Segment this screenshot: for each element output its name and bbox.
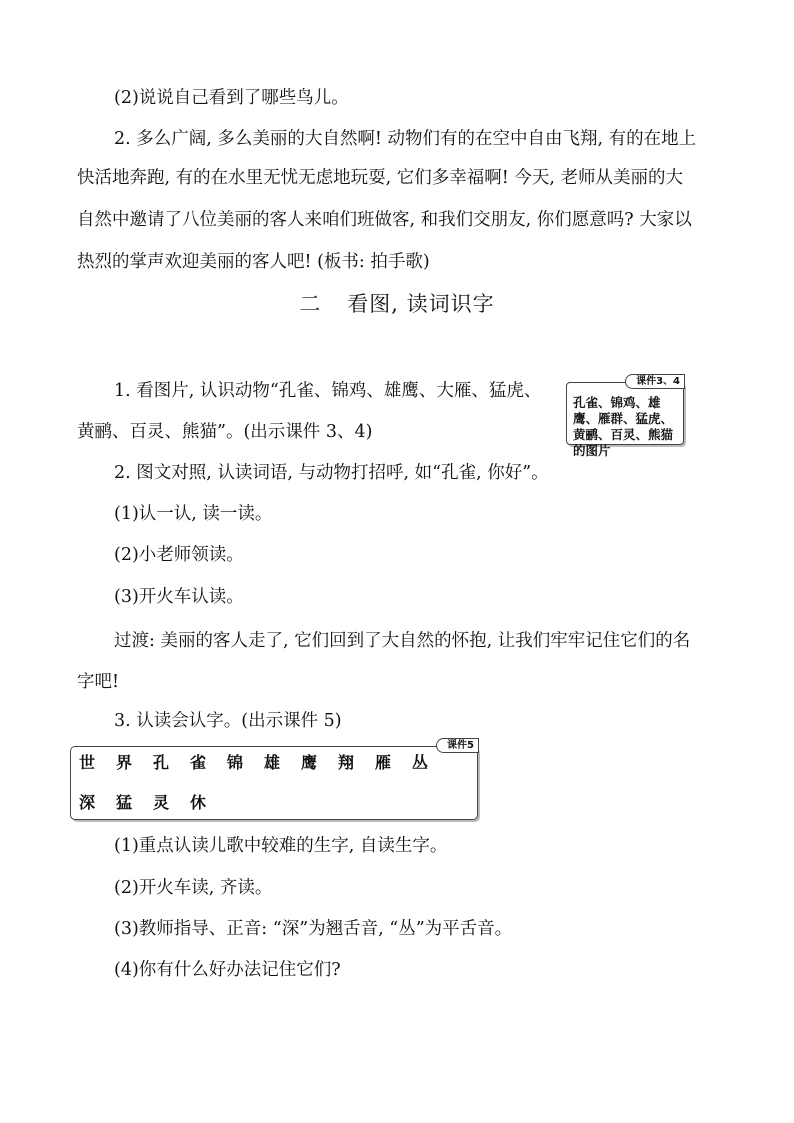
step-3: 3. 认读会认字。(出示课件 5) [114,711,342,731]
courseware-card-3-4 [566,376,684,458]
character: 鹰 [301,753,318,772]
character: 雁 [375,753,392,772]
character: 休 [190,793,207,812]
step-2-3: (3)开火车认读。 [114,587,244,607]
section-title: 看图, 读词识字 [347,292,495,316]
step-3-4: (4)你有什么好办法记住它们? [114,960,341,980]
section-heading [0,290,794,318]
step-3-1: (1)重点认读儿歌中较难的生字, 自读生字。 [114,836,448,856]
transition-line-1: 过渡: 美丽的客人走了, 它们回到了大自然的怀抱, 让我们牢牢记住它们的名 [114,631,691,651]
character: 孔 [153,753,170,772]
character: 翔 [338,753,355,772]
character: 丛 [412,753,429,772]
step-3-2: (2)开火车读, 齐读。 [114,878,273,898]
character: 猛 [116,793,133,812]
courseware-card-text: 孔雀、锦鸡、雄鹰、雁群、猛虎、黄鹂、百灵、熊猫的图片 [573,395,674,458]
courseware-card-5 [70,740,478,820]
step-3-3: (3)教师指导、正音: “深”为翘舌音, “丛”为平舌音。 [114,919,513,939]
transition-line-2: 字吧! [77,672,120,692]
character: 雀 [190,753,207,772]
step-2-1: (1)认一认, 读一读。 [114,504,273,524]
character: 雄 [264,753,281,772]
character: 界 [116,753,133,772]
character: 灵 [153,793,170,812]
step-2: 2. 图文对照, 认读词语, 与动物打招呼, 如“孔雀, 你好”。 [114,463,549,483]
paragraph-birds-question: (2)说说自己看到了哪些鸟儿。 [114,88,349,108]
step-2-2: (2)小老师领读。 [114,545,244,565]
paragraph-nature-line-1: 2. 多么广阔, 多么美丽的大自然啊! 动物们有的在空中自由飞翔, 有的在地上 [114,129,697,149]
character: 世 [79,753,96,772]
paragraph-nature-line-4: 热烈的掌声欢迎美丽的客人吧! (板书: 拍手歌) [77,252,430,272]
section-number: 二 [299,292,322,316]
character: 深 [79,793,96,812]
courseware-tag: 课件5 [436,738,479,753]
character-row-2 [79,793,227,813]
character-row-1 [79,753,449,773]
character: 锦 [227,753,244,772]
step-1-line-1: 1. 看图片, 认识动物“孔雀、锦鸡、雄鹰、大雁、猛虎、 [114,381,542,401]
paragraph-nature-line-3: 自然中邀请了八位美丽的客人来咱们班做客, 和我们交朋友, 你们愿意吗? 大家以 [77,210,692,230]
paragraph-nature-line-2: 快活地奔跑, 有的在水里无忧无虑地玩耍, 它们多幸福啊! 今天, 老师从美丽的大 [77,168,683,188]
step-1-line-2: 黄鹂、百灵、熊猫”。(出示课件 3、4) [77,422,373,442]
courseware-tag: 课件3、4 [625,374,685,389]
